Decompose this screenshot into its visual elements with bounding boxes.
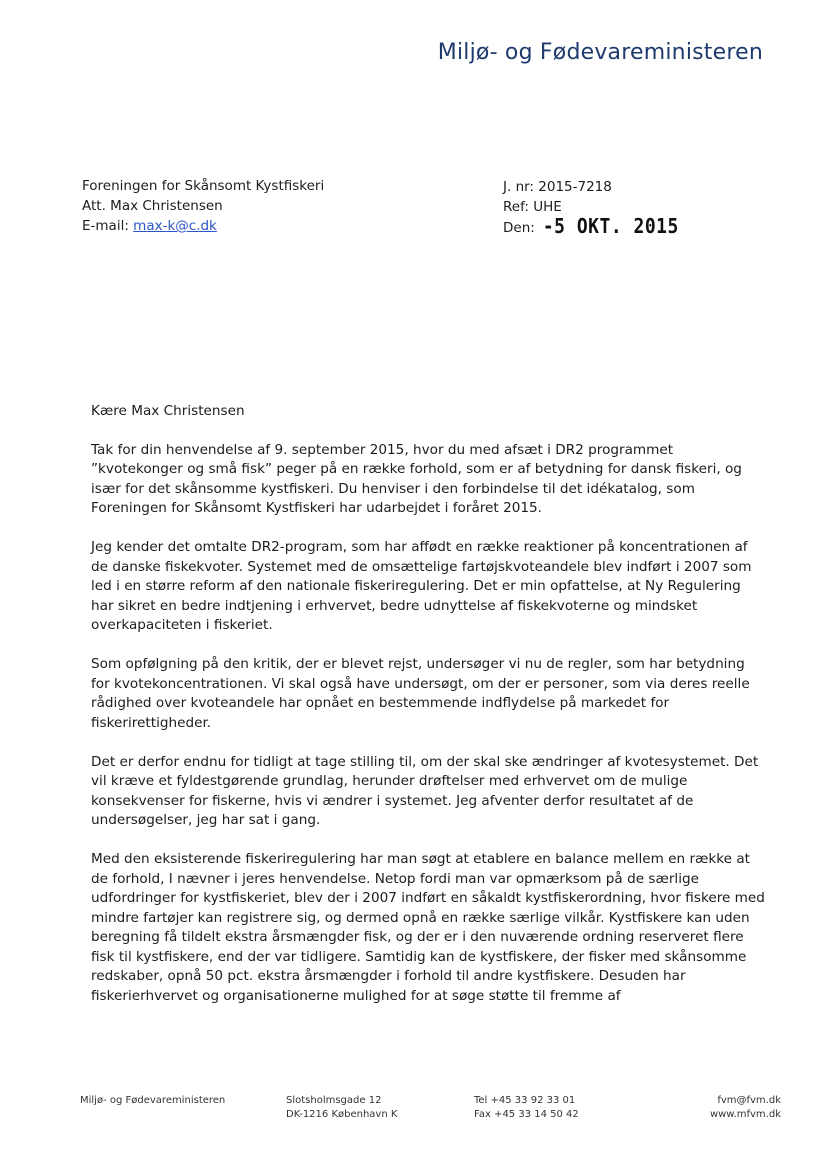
recipient-block — [82, 176, 324, 236]
footer-address — [286, 1094, 397, 1122]
date-line — [503, 214, 679, 239]
recipient-attention: Att. Max Christensen — [82, 198, 223, 214]
letter-body — [91, 402, 767, 1026]
email-label: E-mail: — [82, 218, 129, 234]
paragraph: Jeg kender det omtalte DR2-program, som har affødt en række reaktioner på koncentrationen af de danske fiskekvoter. Systemet med de omsættelige fartøjskvoteandele blev indført i 2007 som led i en større reform af den nationale fiskeriregulering. Det er min opfattelse, at Ny Regulering har sikret en bedre indtjening i erhvervet, bedre udnyttelse af fiskekvoterne og mindsket overkapaciteten i fiskeriet. — [91, 539, 752, 633]
recipient-email-line — [82, 216, 324, 236]
journal-number: J. nr: 2015-7218 — [503, 179, 612, 195]
ministry-logo: Miljø- og Fødevareministeren — [437, 40, 763, 65]
reference-initials: Ref: UHE — [503, 199, 562, 215]
paragraph: Det er derfor endnu for tidligt at tage stilling til, om der skal ske ændringer af kvotesystemet. Det vil kræve et fyldestgørende grundlag, herunder drøftelser med erhvervet om de mulige konsekvenser for fiskerne, hvis vi ændrer i systemet. Jeg afventer derfor resultatet af de undersøgelser, jeg har sat i gang. — [91, 753, 759, 828]
paragraph: Med den eksisterende fiskeriregulering har man søgt at etablere en balance mellem en række at de forhold, I nævner i jeres henvendelse. Netop fordi man var opmærksom på de særlige udfordringer for kystfiskeriet, blev der i 2007 indført en såkaldt kystfiskerordning, hvor fiskere med mindre fartøjer kan registrere sig, og dermed opnå en række særlige vilkår. Kystfiskere kan uden beregning få tildelt ekstra årsmængder fisk, og der er i den nuværende ordning reserveret flere fisk til kystfiskere, end der var tidligere. Samtidig kan de kystfiskere, der fisker med skånsomme redskaber, opnå 50 pct. ekstra årsmængder i forhold til andre kystfiskere. Desuden har fiskerierhvervet og organisationerne mulighed for at søge støtte til fremme af — [91, 851, 765, 1004]
date-stamp: -5 OKT. 2015 — [542, 214, 679, 239]
footer-phone — [474, 1094, 579, 1122]
recipient-organisation: Foreningen for Skånsomt Kystfiskeri — [82, 178, 325, 194]
footer-city: DK-1216 København K — [286, 1109, 398, 1120]
recipient-email-link[interactable]: max-k@c.dk — [133, 218, 217, 234]
footer-ministry: Miljø- og Fødevareministeren — [80, 1095, 226, 1106]
salutation: Kære Max Christensen — [91, 403, 245, 419]
footer-web[interactable]: www.mfvm.dk — [709, 1109, 781, 1120]
footer-contact — [710, 1094, 781, 1122]
paragraph: Som opfølgning på den kritik, der er blevet rejst, undersøger vi nu de regler, som har betydning for kvotekoncentrationen. Vi skal også have undersøgt, om der er personer, som via deres reelle rådighed over kvoteandele har opnået en bestemmende indflydelse på markedet for fiskerirettigheder. — [91, 656, 750, 731]
footer-street: Slotsholmsgade 12 — [286, 1095, 382, 1106]
paragraph: Tak for din henvendelse af 9. september 2015, hvor du med afsæt i DR2 programmet ”kvotekonger og små fisk” peger på en række forhold, som er af betydning for dansk fiskeri, og især for det skånsomme kystfiskeri. Du henviser i den forbindelse til det idékatalog, som Foreningen for Skånsomt Kystfiskeri har udarbejdet i foråret 2015. — [91, 441, 742, 516]
reference-block — [503, 177, 679, 238]
footer — [80, 1094, 781, 1128]
footer-tel: Tel +45 33 92 33 01 — [474, 1095, 576, 1106]
footer-email[interactable]: fvm@fvm.dk — [717, 1095, 781, 1106]
footer-fax: Fax +45 33 14 50 42 — [474, 1109, 579, 1120]
date-label: Den: — [503, 220, 535, 236]
